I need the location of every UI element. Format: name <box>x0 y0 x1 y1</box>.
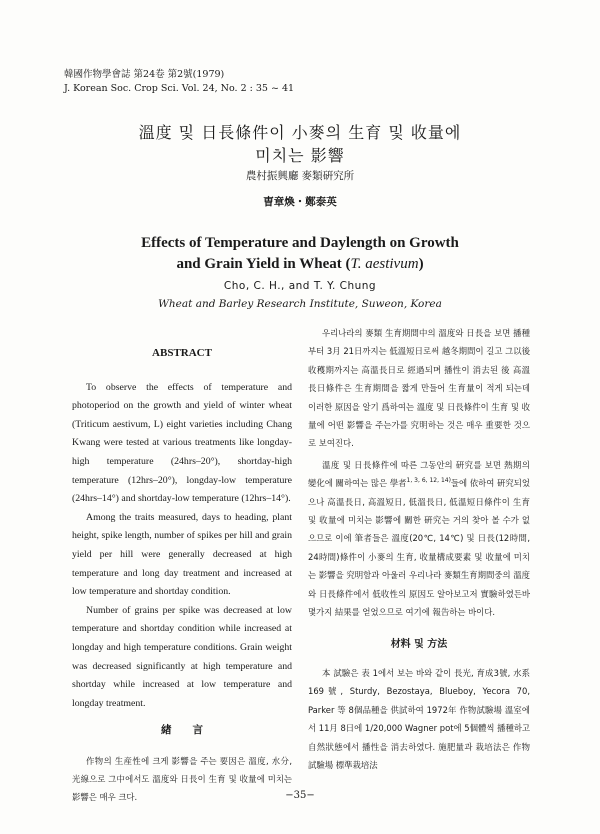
right-paragraph-2 <box>308 456 530 622</box>
reference-citation: 1, 3, 6, 12, 14) <box>406 477 451 485</box>
left-column <box>72 344 292 806</box>
title-english-line2 <box>0 254 600 275</box>
right-paragraph-2-text-b: 들에 依하여 硏究되었으나 高溫長日, 高溫短日, 低溫長日, 低溫短日條件이 生育 및 收量에 미치는 影響에 關한 硏究는 거의 찾아 볼 수가 없으므로 이에 筆者들은 溫度(20℃, 14℃) 및 日長(12時間, 24時間)條件이 小麥의 生育, 收量構成要素 및 收量에 미치는 影響을 究明함과 아울러 우리나라 麥類生育期間중의 溫度와 日長條件에서 低收性의 原因도 알아보고저 實驗하였든바 몇가지 結果를 얻었으므로 여기에 報告하는 바이다. <box>308 478 530 618</box>
journal-line-english: J. Korean Soc. Crop Sci. Vol. 24, No. 2 : 35 ~ 41 <box>64 83 295 94</box>
right-paragraph-3: 本 試驗은 表 1에서 보는 바와 같이 長光, 育成3號, 水系169號, Sturdy, Bezostaya, Blueboy, Yecora 70, Parker 等 8個品種을 供試하여 1972年 作物試驗場 溫室에서 11月 8日에 1/20,000 Wagner pot에 5個體씩 播種하고 自然狀態에서 播性을 消去하였다. 施肥量과 栽培法은 作物試驗場 標準栽培法 <box>308 667 531 770</box>
right-paragraph-1: 우리나라의 麥類 生育期間中의 溫度와 日長을 보면 播種부터 3月 21日까지는 低溫短日로써 越冬期間이 길고 그以後 收穫期까지는 高溫長日로 經過되며 播性이 消去된 後 高溫長日條件은 生育期間을 짧게 만들어 生育量이 적게 되는데 이러한 原因을 알기 爲하여는 溫度 및 日長條件이 生育 및 收量에 어떤 影響을 주는가를 究明하는 것은 매우 重要한 것으로 보여진다. <box>308 328 530 449</box>
journal-line-korean: 韓國作物學會誌 第24卷 第2號(1979) <box>64 69 225 80</box>
materials-methods-heading: 材料 및 方法 <box>390 638 448 650</box>
institute-english: Wheat and Barley Research Institute, Suweon, Korea <box>158 298 442 310</box>
title-english-line2-prefix: and Grain Yield in Wheat ( <box>176 256 351 272</box>
species-name: T. aestivum <box>350 256 419 272</box>
page-number: −35− <box>285 790 315 801</box>
institute-korean: 農村振興廳 麥類硏究所 <box>245 170 355 182</box>
authors-english: Cho, C. H., and T. Y. Chung <box>223 280 377 292</box>
abstract-paragraph-1: To observe the effects of temperature and photoperiod on the growth and yield of winter wheat (Triticum aestivum, L) eight varieties including Chang Kwang were tested at various treatments like longday-high temperature (24hrs–20°), shortday-high temperature (12hrs–20°), longday-low temperature (24hrs–14°) and shortday-low temperature (12hrs–14°). <box>72 381 292 505</box>
title-korean-line2: 미치는 影響 <box>255 146 345 165</box>
right-column <box>308 324 530 774</box>
introduction-heading: 緖 言 <box>161 724 203 737</box>
title-english-line2-suffix: ) <box>418 256 424 272</box>
right-paragraph-2-text-a: 溫度 및 日長條件에 따른 그동안의 硏究를 보면 熱期의 變化에 關하여는 많은 學者 <box>308 459 530 489</box>
abstract-paragraph-2: Among the traits measured, days to heading, plant height, spike length, number of spikes per hill and grain yield per hill were generally decreased at high temperature and long day treatment and increased at low temperature and shortday condition. <box>72 511 292 598</box>
introduction-paragraph-1: 作物의 生産性에 크게 影響을 주는 要因은 溫度, 水分, 光線으로 그中에서도 溫度와 日長이 生育 및 收量에 미치는 影響은 매우 크다. <box>72 755 292 802</box>
abstract-heading: ABSTRACT <box>152 347 212 359</box>
journal-header <box>64 68 294 96</box>
authors-korean: 曺章煥・鄭泰英 <box>263 196 337 208</box>
title-korean-line1: 溫度 및 日長條件이 小麥의 生育 및 收量에 <box>138 123 462 142</box>
title-english-line1: Effects of Temperature and Daylength on Growth <box>141 235 459 251</box>
abstract-paragraph-3: Number of grains per spike was decreased at low temperature and shortday condition while increased at longday and high temperature conditions. Grain weight was decreased significantly at high temperature and shortday while increased at low temperature and longday treatment. <box>72 604 292 709</box>
